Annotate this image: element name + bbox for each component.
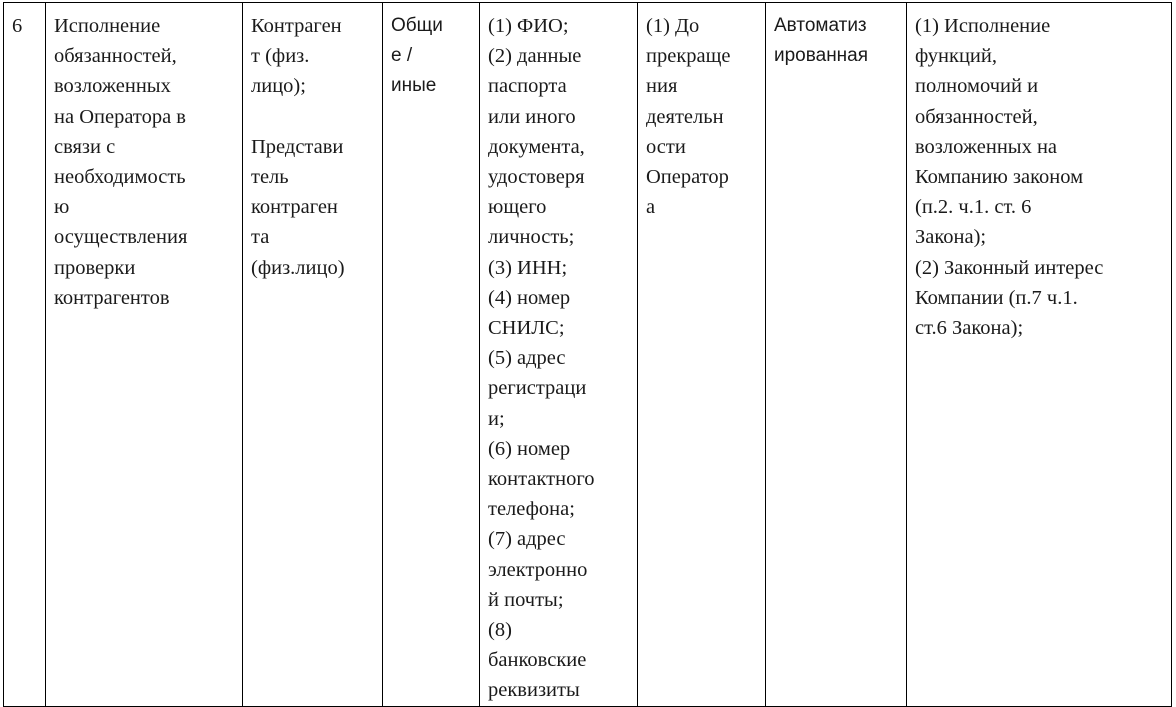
paragraph-gap — [251, 102, 374, 132]
text-line: (4) номер — [488, 286, 571, 309]
table-row — [4, 3, 1172, 707]
text-line: (7) адрес — [488, 528, 566, 551]
text-line: та — [251, 226, 270, 249]
legal-basis-lines — [915, 11, 1163, 343]
text-line: (2) данные — [488, 45, 582, 68]
text-line: полномочий и — [915, 75, 1039, 98]
text-line: Оператор — [646, 166, 729, 189]
text-line: т (физ. — [251, 45, 310, 68]
text-line: документа, — [488, 135, 585, 158]
text-line: возложенных на — [915, 135, 1058, 158]
text-line: (3) ИНН; — [488, 256, 568, 279]
text-line: (5) адрес — [488, 347, 566, 370]
text-line: (2) Законный интерес — [915, 256, 1104, 279]
text-line: (8) — [488, 619, 512, 642]
text-line: функций, — [915, 45, 997, 68]
data-list-lines — [488, 11, 629, 706]
text-line: прекраще — [646, 45, 731, 68]
text-line: иные — [391, 75, 437, 97]
text-line: и; — [488, 407, 505, 430]
retention-lines — [646, 11, 757, 222]
text-line: (1) Исполнение — [915, 15, 1051, 37]
processing-method-cell — [766, 3, 907, 707]
category-cell — [383, 3, 480, 707]
text-line: (1) До — [646, 15, 700, 37]
text-line: проверки — [54, 256, 136, 279]
text-line: е / — [391, 45, 413, 67]
text-line: Общи — [391, 15, 443, 36]
category-lines — [391, 11, 471, 102]
text-line: (п.2. ч.1. ст. 6 — [915, 196, 1032, 219]
text-line: паспорта — [488, 75, 567, 98]
text-line: ющего — [488, 196, 547, 219]
text-line: й почты; — [488, 588, 564, 611]
row-number: 6 — [12, 15, 23, 37]
text-line: ости — [646, 135, 686, 158]
text-line: (физ.лицо) — [251, 256, 345, 279]
text-line: контрагентов — [54, 286, 170, 309]
text-line: ния — [646, 75, 678, 98]
text-line: Представи — [251, 135, 344, 158]
text-line: Контраген — [251, 15, 342, 37]
text-line: реквизиты — [488, 679, 580, 702]
text-line: обязанностей, — [54, 45, 177, 68]
text-line: Автоматиз — [774, 15, 867, 36]
text-line: на Оператора в — [54, 105, 186, 128]
data-list-cell — [480, 3, 638, 707]
text-line: лицо); — [251, 75, 306, 98]
purpose-lines — [54, 11, 234, 313]
text-line: ст.6 Закона); — [915, 317, 1024, 340]
legal-basis-cell — [907, 3, 1172, 707]
text-line: Компанию законом — [915, 166, 1084, 189]
text-line: электронно — [488, 558, 588, 581]
subjects-first — [251, 11, 374, 102]
text-line: возложенных — [54, 75, 171, 98]
text-line: телефона; — [488, 498, 575, 521]
text-line: контраген — [251, 196, 338, 219]
text-line: регистраци — [488, 377, 587, 400]
subjects-second — [251, 132, 374, 283]
text-line: Закона); — [915, 226, 987, 249]
text-line: ированная — [774, 45, 869, 67]
text-line: личность; — [488, 226, 575, 249]
text-line: удостоверя — [488, 166, 585, 189]
subjects-cell — [243, 3, 383, 707]
text-line: Исполнение — [54, 15, 161, 37]
text-line: (6) номер — [488, 437, 571, 460]
data-processing-table — [3, 2, 1172, 707]
text-line: (1) ФИО; — [488, 15, 569, 37]
text-line: обязанностей, — [915, 105, 1038, 128]
text-line: ю — [54, 196, 70, 219]
text-line: тель — [251, 166, 289, 188]
text-line: необходимость — [54, 166, 186, 189]
text-line: Компании (п.7 ч.1. — [915, 286, 1078, 309]
purpose-cell — [46, 3, 243, 707]
processing-method-lines — [774, 11, 898, 71]
retention-cell — [638, 3, 766, 707]
text-line: деятельн — [646, 105, 724, 128]
text-line: СНИЛС; — [488, 317, 565, 340]
text-line: осуществления — [54, 226, 188, 249]
text-line: а — [646, 196, 656, 219]
row-number-cell — [4, 3, 46, 707]
text-line: контактного — [488, 468, 595, 491]
text-line: связи с — [54, 135, 116, 158]
text-line: или иного — [488, 105, 576, 128]
text-line: банковские — [488, 649, 587, 672]
